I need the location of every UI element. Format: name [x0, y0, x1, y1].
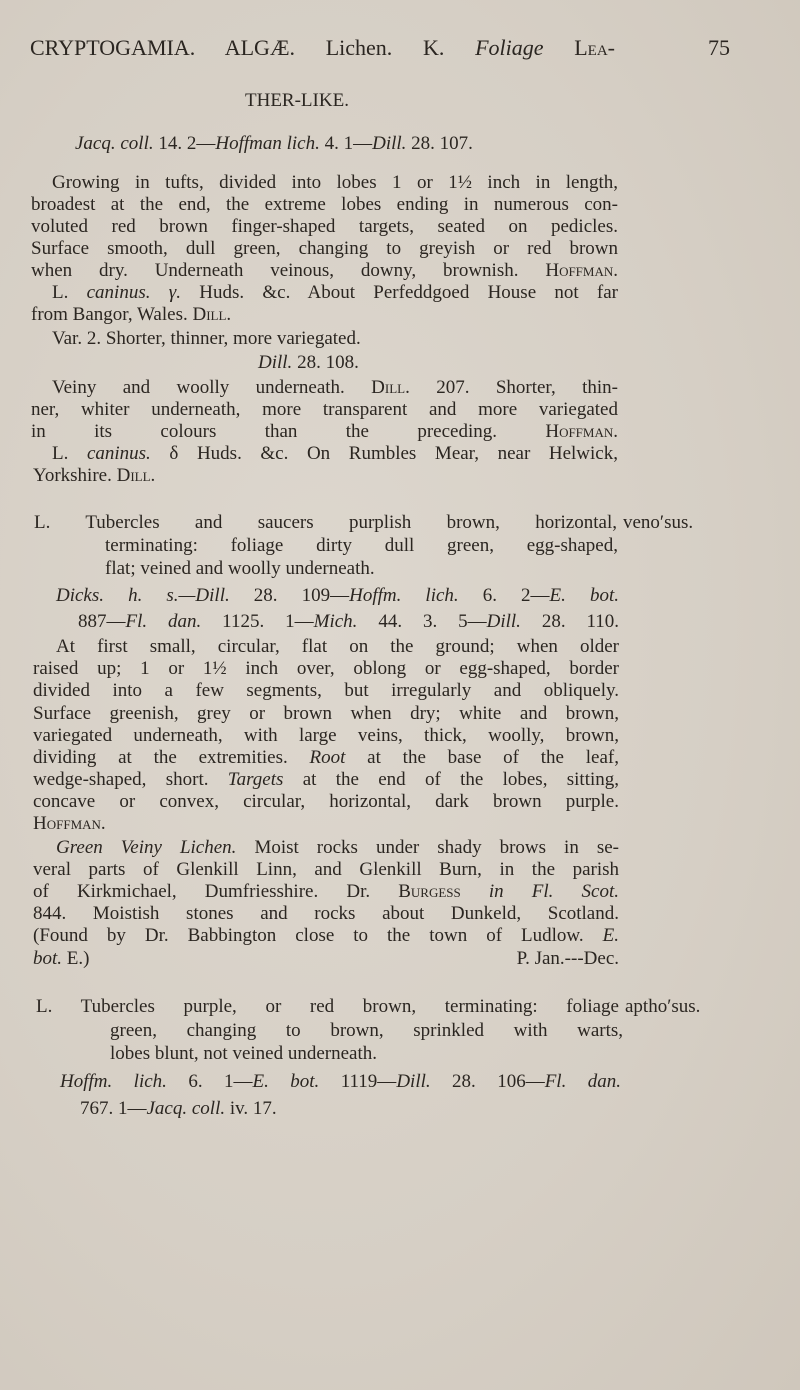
- text-segment: Yorkshire.: [33, 465, 117, 486]
- text-segment: 207. Shorter, thin-: [409, 377, 618, 398]
- text-segment: 28. 108.: [292, 352, 359, 373]
- text-segment: (Found by Dr. Babbington close to the town of Ludlow.: [33, 925, 603, 946]
- text-segment: [461, 881, 489, 902]
- text-segment: Var. 2. Shorter, thinner, more variegated.: [52, 328, 361, 349]
- text-segment: 28. 107.: [406, 133, 473, 154]
- running-header: [30, 35, 615, 61]
- text-segment: At first small, circular, flat on the ground; when older: [56, 636, 619, 657]
- text-line: [33, 769, 619, 791]
- italic-text: E. bot.: [252, 1071, 320, 1092]
- italic-text: E. bot.: [549, 585, 619, 606]
- italic-text: caninus. γ.: [86, 282, 181, 303]
- text-segment: 1125. 1—: [201, 611, 314, 632]
- text-line: [80, 1098, 480, 1120]
- text-segment: when dry. Underneath veinous, downy, brownish.: [31, 260, 546, 281]
- text-segment: at the base of the leaf,: [345, 747, 619, 768]
- text-segment: ner, whiter underneath, more transparent and more variegated: [31, 399, 618, 420]
- text-line: [110, 1020, 623, 1042]
- text-line: [33, 903, 619, 925]
- text-line: [33, 813, 233, 835]
- text-line: [75, 133, 575, 155]
- species-name: veno′sus.: [623, 512, 694, 533]
- text-segment: in its colours than the preceding.: [31, 421, 546, 442]
- small-caps-text: Hoffman.: [33, 813, 106, 834]
- text-line: [105, 558, 555, 580]
- italic-text: Hoffm. lich.: [349, 585, 459, 606]
- text-line: [33, 680, 619, 702]
- text-line: [78, 611, 619, 633]
- small-caps-text: Hoffman.: [545, 260, 618, 281]
- text-segment: at the end of the lobes, sitting,: [283, 769, 619, 790]
- text-segment: Veiny and woolly underneath.: [52, 377, 372, 398]
- text-segment: 887—: [78, 611, 126, 632]
- text-line: [60, 1071, 621, 1093]
- text-line: [420, 948, 619, 970]
- text-line: [31, 260, 618, 282]
- text-segment: of Kirkmichael, Dumfriesshire. Dr.: [33, 881, 399, 902]
- text-segment: iv. 17.: [225, 1098, 277, 1119]
- text-segment: L. Tubercles purple, or red brown, terminating: foliage: [36, 996, 619, 1017]
- text-segment: dividing at the extremities.: [33, 747, 310, 768]
- text-segment: broadest at the end, the extreme lobes ending in numerous con-: [31, 194, 618, 215]
- italic-text: E.: [602, 925, 619, 946]
- text-segment: 6. 2—: [458, 585, 550, 606]
- text-segment: Surface greenish, grey or brown when dry; white and brown,: [33, 703, 619, 724]
- text-line: [52, 328, 552, 350]
- text-segment: Surface smooth, dull green, changing to greyish or red brown: [31, 238, 618, 259]
- text-segment: divided into a few segments, but irregularly and obliquely.: [33, 680, 619, 701]
- text-line: [33, 948, 233, 970]
- text-line: [245, 90, 445, 112]
- small-caps-text: Dill.: [371, 377, 410, 398]
- text-segment: 14. 2—: [153, 133, 216, 154]
- text-segment: 1119—: [319, 1071, 397, 1092]
- text-segment: Moist rocks under shady brows in se-: [236, 837, 619, 858]
- text-line: [33, 859, 619, 881]
- text-segment: variegated underneath, with large veins, thick, woolly, brown,: [33, 725, 619, 746]
- text-line: [105, 535, 618, 557]
- text-line: [36, 996, 619, 1018]
- text-line: [56, 585, 619, 607]
- species-name: aptho′sus.: [625, 996, 701, 1017]
- text-line: [56, 837, 619, 859]
- italic-text: Jacq. coll.: [146, 1098, 226, 1119]
- text-segment: from Bangor, Wales.: [31, 304, 193, 325]
- text-segment: P. Jan.---Dec.: [516, 948, 619, 969]
- text-line: [31, 194, 618, 216]
- text-segment: L. Tubercles and saucers purplish brown, horizontal,: [34, 512, 617, 533]
- text-line: [33, 725, 619, 747]
- text-line: [52, 443, 618, 465]
- text-segment: green, changing to brown, sprinkled with warts,: [110, 1020, 623, 1041]
- text-line: [33, 747, 619, 769]
- text-line: [52, 172, 618, 194]
- page-number: 75: [708, 35, 730, 60]
- text-line: [33, 465, 333, 487]
- text-segment: 767. 1—: [80, 1098, 147, 1119]
- text-line: [33, 881, 619, 903]
- italic-text: Green Veiny Lichen.: [56, 837, 237, 858]
- italic-text: Mich.: [313, 611, 358, 632]
- italic-text: Targets: [227, 769, 284, 790]
- italic-text: Foliage: [475, 35, 544, 60]
- text-segment: lobes blunt, not veined underneath.: [110, 1043, 377, 1064]
- italic-text: caninus.: [86, 443, 151, 464]
- text-segment: 4. 1—: [319, 133, 373, 154]
- text-line: [31, 304, 431, 326]
- text-segment: THER-LIKE.: [245, 90, 349, 111]
- italic-text: Dill.: [396, 1071, 431, 1092]
- small-caps-text: Dill.: [192, 304, 232, 325]
- text-line: [31, 399, 618, 421]
- small-caps-text: Hoffman.: [545, 421, 618, 442]
- small-caps-text: Dill.: [116, 465, 156, 486]
- text-segment: 844. Moistish stones and rocks about Dunkeld, Scotland.: [33, 903, 619, 924]
- text-segment: δ Huds. &c. On Rumbles Mear, near Helwick,: [150, 443, 618, 464]
- text-segment: 44. 3. 5—: [357, 611, 487, 632]
- italic-text: Hoffm. lich.: [60, 1071, 167, 1092]
- text-segment: concave or convex, circular, horizontal, dark brown purple.: [33, 791, 619, 812]
- text-segment: wedge-shaped, short.: [33, 769, 228, 790]
- text-line: [33, 925, 619, 947]
- text-segment: E.): [62, 948, 90, 969]
- text-segment: terminating: foliage dirty dull green, egg-shaped,: [105, 535, 618, 556]
- text-segment: 28. 109—: [229, 585, 350, 606]
- italic-text: Jacq. coll.: [75, 133, 154, 154]
- text-line: [52, 377, 618, 399]
- text-line: [33, 791, 619, 813]
- text-line: [110, 1043, 560, 1065]
- italic-text: in Fl. Scot.: [488, 881, 619, 902]
- italic-text: Dill.: [258, 352, 293, 373]
- text-segment: L.: [52, 443, 87, 464]
- text-line: [52, 282, 618, 304]
- text-segment: 6. 1—: [166, 1071, 253, 1092]
- text-line: [258, 352, 458, 374]
- italic-text: Fl. dan.: [125, 611, 202, 632]
- text-line: [33, 658, 619, 680]
- text-line: [31, 238, 618, 260]
- text-segment: L.: [52, 282, 87, 303]
- italic-text: Root: [309, 747, 346, 768]
- text-segment: 28. 106—: [430, 1071, 545, 1092]
- small-caps-text: Lea-: [543, 35, 615, 60]
- text-line: [56, 636, 619, 658]
- text-line: [31, 216, 618, 238]
- italic-text: Dill.: [486, 611, 521, 632]
- text-segment: Huds. &c. About Perfeddgoed House not far: [180, 282, 619, 303]
- text-line: [34, 512, 617, 534]
- italic-text: Hoffman lich.: [215, 133, 320, 154]
- text-segment: veral parts of Glenkill Linn, and Glenkill Burn, in the parish: [33, 859, 619, 880]
- text-segment: CRYPTOGAMIA. ALGÆ. Lichen. K.: [30, 35, 476, 60]
- text-segment: voluted red brown finger-shaped targets, seated on pedicles.: [31, 216, 618, 237]
- italic-text: bot.: [33, 948, 63, 969]
- small-caps-text: Burgess: [398, 881, 461, 902]
- italic-text: Dicks. h. s.—Dill.: [56, 585, 230, 606]
- text-line: [31, 421, 618, 443]
- text-line: [33, 703, 619, 725]
- text-segment: raised up; 1 or 1½ inch over, oblong or egg-shaped, border: [33, 658, 619, 679]
- italic-text: Fl. dan.: [544, 1071, 622, 1092]
- text-segment: 28. 110.: [520, 611, 620, 632]
- text-segment: flat; veined and woolly underneath.: [105, 558, 375, 579]
- italic-text: Dill.: [372, 133, 407, 154]
- text-segment: Growing in tufts, divided into lobes 1 or 1½ inch in length,: [52, 172, 618, 193]
